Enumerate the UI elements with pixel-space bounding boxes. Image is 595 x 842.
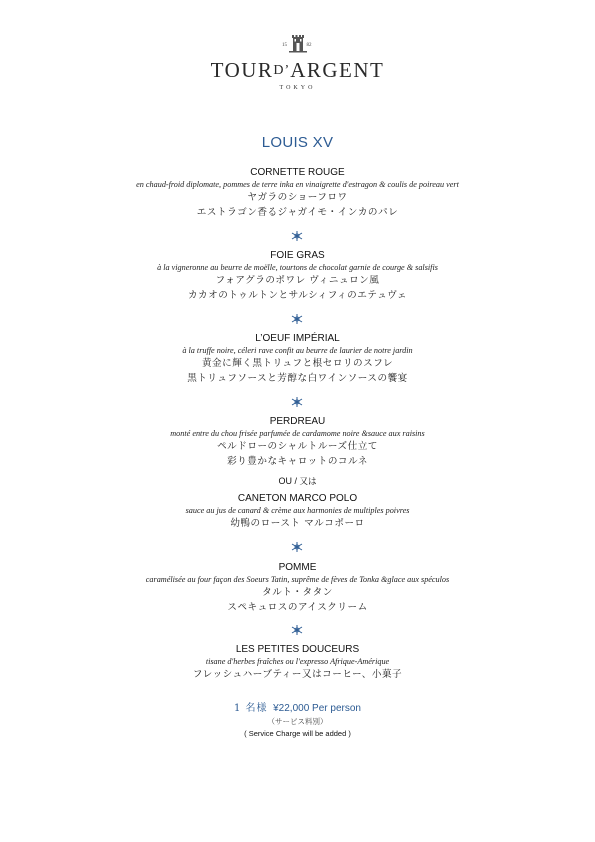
- or-text-jp: 又は: [299, 477, 317, 487]
- course-description-jp: カカオのトゥルトンとサルシィフィのエテュヴェ: [187, 290, 408, 301]
- course-description-jp: 幼鴨のロースト マルコポーロ: [230, 518, 365, 529]
- course-title: L’OEUF IMPÉRIAL: [255, 333, 340, 344]
- course-pomme: [0, 561, 595, 615]
- snowflake-ornament-icon: [288, 313, 306, 325]
- course-title: LES PETITES DOUCEURS: [235, 644, 360, 655]
- course-foie-gras: [0, 249, 595, 303]
- course-cornette-rouge: [0, 166, 595, 220]
- course-description-jp: フレッシュハーブティー又はコーヒー、小菓子: [192, 669, 403, 680]
- price-block: [0, 702, 595, 739]
- course-description-fr: tisane d'herbes fraîches ou l'expresso Afrique-Amérique: [205, 657, 390, 666]
- course-caneton-marco-polo: [0, 492, 595, 531]
- course-description-jp: 黒トリュフソースと芳醇な白ワインソースの饗宴: [187, 373, 408, 384]
- brand-city: TOKYO: [279, 85, 316, 91]
- restaurant-logo: [0, 30, 595, 91]
- course-description-jp: スペキュロスのアイスクリーム: [227, 602, 368, 613]
- course-description-fr: sauce au jus de canard & crème aux harmonies de multiples poivres: [185, 506, 410, 515]
- or-text: OU: [278, 476, 292, 486]
- course-title: POMME: [278, 562, 317, 573]
- course-description-jp: ペルドローのシャルトルーズ仕立て: [217, 441, 378, 452]
- course-description-fr: en chaud-froid diplomate, pommes de terre inka en vinaigrette d'estragon & coulis de poireau vert: [136, 180, 459, 189]
- alternative-separator: [0, 475, 595, 487]
- course-description-fr: monté entre du chou frisée parfumée de cardamome noire &sauce aux raisins: [170, 429, 425, 438]
- price-line: [0, 702, 595, 716]
- brand-name: [0, 59, 595, 82]
- snowflake-ornament-icon: [288, 230, 306, 242]
- snowflake-ornament-icon: [288, 541, 306, 553]
- snowflake-ornament-icon: [288, 624, 306, 636]
- service-charge-jp: （サービス料別）: [267, 717, 328, 726]
- course-description-jp: タルト・タタン: [262, 587, 333, 598]
- brand-main-2: ARGENT: [290, 58, 385, 82]
- course-title: PERDREAU: [269, 416, 326, 427]
- brand-main-1: TOUR: [210, 58, 274, 82]
- crest-year-right: 82: [306, 43, 311, 48]
- course-description-jp: エストラゴン香るジャガイモ・インカのパレ: [196, 207, 399, 218]
- course-title: CORNETTE ROUGE: [250, 167, 345, 178]
- tower-crest-icon: [278, 30, 318, 58]
- course-description-jp: 黄金に輝く黒トリュフと根セロリのスフレ: [201, 358, 394, 369]
- per-person-jp: 1 名様: [234, 703, 268, 714]
- course-description-jp: 彩り豊かなキャロットのコルネ: [227, 456, 368, 467]
- course-petites-douceurs: [0, 643, 595, 682]
- course-description-fr: à la truffe noire, céleri rave confit au beurre de laurier de notre jardin: [182, 346, 413, 355]
- menu-title: LOUIS XV: [261, 134, 334, 151]
- or-slash: /: [294, 476, 297, 486]
- course-description-fr: caramélisée au four façon des Soeurs Tatin, suprême de fèves de Tonka &glace aux spéculos: [145, 575, 450, 584]
- course-title: FOIE GRAS: [270, 250, 325, 261]
- course-oeuf-imperial: [0, 332, 595, 386]
- crest-year-left: 15: [281, 43, 287, 48]
- service-charge-en: ( Service Charge will be added ): [244, 729, 351, 738]
- course-description-jp: ヤガラのショーフロワ: [247, 192, 348, 203]
- course-description-jp: フォアグラのポワレ ヴィニュロン風: [215, 275, 380, 286]
- brand-small: D’: [273, 63, 291, 78]
- course-perdreau: [0, 415, 595, 469]
- course-title: CANETON MARCO POLO: [237, 493, 358, 504]
- snowflake-ornament-icon: [288, 396, 306, 408]
- price-amount: ¥22,000 Per person: [273, 703, 361, 714]
- course-description-fr: à la vigneronne au beurre de moëlle, tourtons de chocolat garnie de courge & salsifis: [157, 263, 438, 272]
